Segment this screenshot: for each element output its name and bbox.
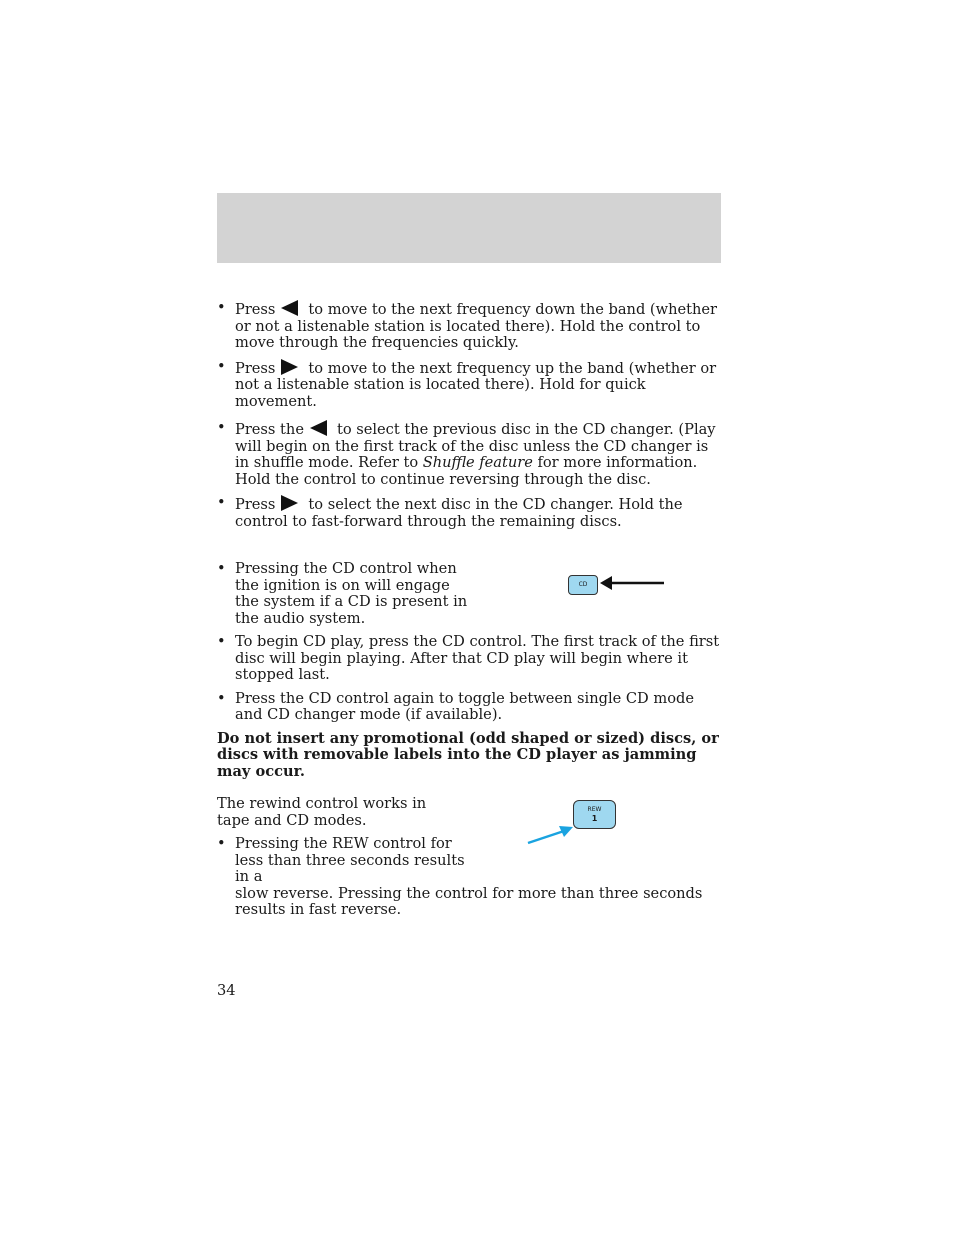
- disc-prev-icon: [310, 420, 327, 436]
- cd-bullet-1: • Pressing the CD control when the ignition is on will engage the system if a CD is present in the audio system.: [217, 561, 475, 627]
- cd-pointer-arrow-icon: [598, 575, 666, 591]
- seek-down-item: • Press to move to the next frequency down the band (whether or not a listenable station is located there). Hold the control to move through the frequencies quickly.: [217, 300, 721, 352]
- rew-pointer-arrow-icon: [526, 824, 576, 846]
- disc-select-section: [217, 420, 721, 537]
- seek-up-item: • Press to move to the next frequency up the band (whether or not a listenable station is located there). Hold for quick movement.: [217, 359, 721, 411]
- rew-button: REW 1: [573, 800, 616, 829]
- radio-seek-section: [217, 300, 721, 417]
- cd-warning: Do not insert any promotional (odd shaped or sized) discs, or discs with removable labels into the CD player as jamming may occur.: [217, 729, 719, 780]
- cd-bullet-3: • Press the CD control again to toggle between single CD mode and CD changer mode (if available).: [217, 691, 721, 724]
- cd-button: CD: [568, 575, 598, 595]
- seek-up-icon: [281, 359, 298, 375]
- cd-section: [217, 561, 721, 780]
- header-band: [217, 193, 721, 263]
- rew-bullet: • Pressing the REW control for less than three seconds results in a slow reverse. Pressing the control for more than three seconds results in fast reverse.: [217, 836, 721, 919]
- disc-prev-item: • Press the to select the previous disc in the CD changer. (Play will begin on the first track of the disc unless the CD changer is in shuffle mode. Refer to Shuffle feature for more information. Hold the control to continue reversing through the disc.: [217, 420, 721, 488]
- disc-next-icon: [281, 495, 298, 511]
- seek-down-icon: [281, 300, 298, 316]
- rew-section: [217, 796, 721, 926]
- disc-next-item: • Press to select the next disc in the CD changer. Hold the control to fast-forward through the remaining discs.: [217, 495, 721, 530]
- page-number: 34: [217, 982, 236, 999]
- shuffle-feature-ref: Shuffle feature: [422, 454, 533, 471]
- cd-bullet-2: • To begin CD play, press the CD control. The first track of the first disc will begin playing. After that CD play will begin where it stopped last.: [217, 634, 721, 684]
- rew-intro: The rewind control works in tape and CD modes.: [217, 795, 427, 829]
